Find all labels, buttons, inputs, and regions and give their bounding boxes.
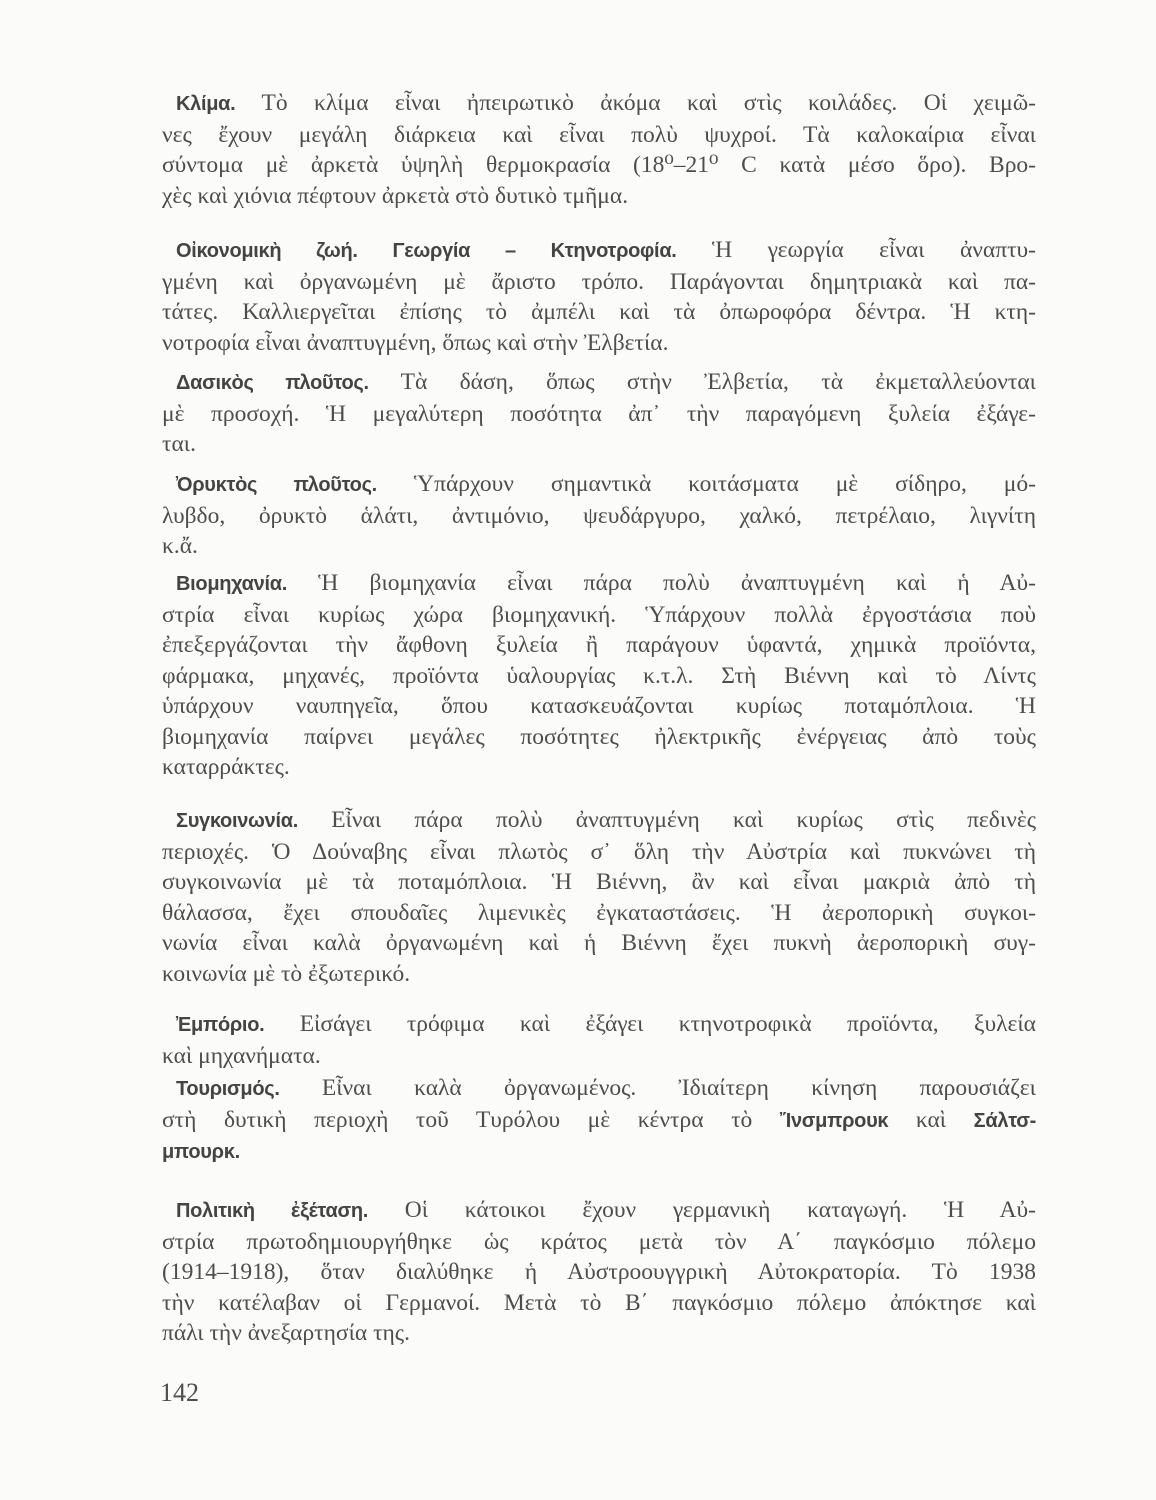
text-line	[162, 661, 1036, 692]
text-line	[162, 1073, 1036, 1105]
paragraph	[162, 1009, 1036, 1071]
line-text: Εἰσάγει τρόφιμα καὶ ἐξάγει κτηνοτροφικὰ προϊόντα, ξυλεία	[264, 1011, 1036, 1037]
text-line	[162, 691, 1036, 722]
text-line	[162, 429, 1036, 460]
line-text: Ὑπάρχουν σημαντικὰ κοιτάσματα μὲ σίδηρο, μό-	[376, 471, 1036, 497]
text-line	[162, 501, 1036, 532]
text-line	[162, 722, 1036, 753]
text-line	[162, 1041, 1036, 1072]
line-text: Τὸ κλίμα εἶναι ἠπειρωτικὸ ἀκόμα καὶ στὶς κοιλάδες. Οἱ χειμῶ-	[235, 90, 1036, 116]
text-line	[162, 1257, 1036, 1288]
text-line	[162, 235, 1036, 267]
text-line	[162, 531, 1036, 562]
line-text: λυβδο, ὀρυκτὸ ἁλάτι, ἀντιμόνιο, ψευδάργυρο, χαλκό, πετρέλαιο, λιγνίτη	[162, 502, 1036, 529]
section-heading: Συγκοινωνία.	[176, 810, 298, 832]
text-line	[162, 181, 1036, 212]
section-heading: Δασικὸς πλοῦτος.	[176, 372, 369, 394]
text-line	[162, 88, 1036, 120]
text-line	[162, 898, 1036, 929]
page-number: 142	[160, 1378, 199, 1407]
line-text: νοτροφία εἶναι ἀναπτυγμένη, ὅπως καὶ στὴν Ἐλβετία.	[162, 329, 669, 356]
line-text: μὲ προσοχή. Ἡ μεγαλύτερη ποσότητα ἀπ᾽ τὴν παραγόμενη ξυλεία ἐξάγε-	[162, 400, 1036, 427]
paragraph	[162, 235, 1036, 358]
section-heading: Ἐμπόριο.	[176, 1014, 265, 1036]
line-text: στρία εἶναι κυρίως χώρα βιομηχανική. Ὑπάρχουν πολλὰ ἐργοστάσια ποὺ	[162, 601, 1036, 628]
section-heading: Ὀρυκτὸς πλοῦτος.	[176, 474, 377, 496]
text-line	[162, 867, 1036, 898]
line-text: κ.ἄ.	[162, 533, 198, 559]
text-line	[162, 267, 1036, 298]
line-text: χὲς καὶ χιόνια πέφτουν ἀρκετὰ στὸ δυτικὸ τμῆμα.	[162, 182, 629, 209]
line-text: τάτες. Καλλιεργεῖται ἐπίσης τὸ ἀμπέλι καὶ τὰ ὀπωροφόρα δέντρα. Ἡ κτη-	[162, 299, 1036, 325]
line-text: ται.	[162, 431, 196, 457]
bold-place-name: Ἴνσμπρουκ	[779, 1109, 889, 1132]
section-heading: Τουρισμός.	[176, 1078, 280, 1100]
section-heading: Βιομηχανία.	[176, 573, 287, 595]
text-line	[162, 297, 1036, 328]
text-line	[162, 928, 1036, 959]
paragraph	[162, 88, 1036, 211]
line-text: Οἱ κάτοικοι ἔχουν γερμανικὴ καταγωγή. Ἡ Αὐ-	[368, 1197, 1036, 1223]
text-line	[162, 752, 1036, 783]
line-text: Εἶναι πάρα πολὺ ἀναπτυγμένη καὶ κυρίως στὶς πεδινὲς	[297, 807, 1036, 833]
text-line	[162, 568, 1036, 600]
text-line	[162, 1136, 1036, 1168]
line-text: πάλι τὴν ἀνεξαρτησία της.	[162, 1320, 410, 1346]
paragraph	[162, 1073, 1036, 1168]
text-line	[162, 1009, 1036, 1041]
section-heading: Πολιτικὴ ἐξέταση.	[176, 1200, 369, 1222]
line-text: (1914–1918), ὅταν διαλύθηκε ἡ Αὐστροουγγρικὴ Αὐτοκρατορία. Τὸ 1938	[162, 1259, 1036, 1285]
line-text: τὴν κατέλαβαν οἱ Γερμανοί. Μετὰ τὸ Β΄ παγκόσμιο πόλεμο ἀπόκτησε καὶ	[162, 1289, 1036, 1316]
bold-place-name: Σάλτσ-	[973, 1109, 1037, 1132]
line-text: ὑπάρχουν ναυπηγεῖα, ὅπου κατασκευάζονται κυρίως ποταμόπλοια. Ἡ	[162, 693, 1036, 719]
text-line	[162, 837, 1036, 868]
line-text: συγκοινωνία μὲ τὰ ποταμόπλοια. Ἡ Βιέννη, ἂν καὶ εἶναι μακριὰ ἀπὸ τὴ	[162, 869, 1036, 895]
line-text: καὶ μηχανήματα.	[162, 1042, 321, 1069]
bold-place-name: μπουρκ.	[162, 1141, 240, 1163]
line-text: νωνία εἶναι καλὰ ὀργανωμένη καὶ ἡ Βιέννη ἔχει πυκνὴ ἀεροπορικὴ συγ-	[162, 930, 1036, 956]
text-line	[162, 399, 1036, 430]
paragraph	[162, 367, 1036, 460]
line-text	[162, 1138, 240, 1164]
line-text: καταρράκτες.	[162, 754, 290, 780]
line-text: κοινωνία μὲ τὸ ἐξωτερικό.	[162, 960, 411, 987]
line-text: Ἡ βιομηχανία εἶναι πάρα πολὺ ἀναπτυγμένη καὶ ἡ Αὐ-	[287, 570, 1036, 596]
line-text: στὴ δυτικὴ περιοχὴ τοῦ Τυρόλου μὲ κέντρα τὸ Ἴνσμπρουκ καὶ Σάλτσ-	[162, 1106, 1037, 1133]
line-text: στρία πρωτοδημιουργήθηκε ὡς κράτος μετὰ τὸν Α΄ παγκόσμιο πόλεμο	[162, 1228, 1036, 1255]
text-line	[162, 600, 1036, 631]
text-line	[162, 1227, 1036, 1258]
line-text: Τὰ δάση, ὅπως στὴν Ἐλβετία, τὰ ἐκμεταλλεύονται	[368, 369, 1036, 395]
text-line	[162, 1288, 1036, 1319]
line-text: σύντομα μὲ ἀρκετὰ ὑψηλὴ θερμοκρασία (18⁰–21⁰ C κατὰ μέσο ὅρο). Βρο-	[162, 152, 1036, 178]
text-line	[162, 1105, 1036, 1137]
paragraph	[162, 469, 1036, 562]
text-line	[162, 328, 1036, 359]
line-text: θάλασσα, ἔχει σπουδαῖες λιμενικὲς ἐγκαταστάσεις. Ἡ ἀεροπορικὴ συγκοι-	[162, 899, 1036, 926]
line-text: νες ἔχουν μεγάλη διάρκεια καὶ εἶναι πολὺ ψυχροί. Τὰ καλοκαίρια εἶναι	[162, 121, 1036, 148]
text-line	[162, 630, 1036, 661]
section-heading: Κλίμα.	[176, 93, 236, 115]
text-line	[162, 120, 1036, 151]
line-text: φάρμακα, μηχανές, προϊόντα ὑαλουργίας κ.τ.λ. Στὴ Βιέννη καὶ τὸ Λίντς	[162, 662, 1036, 689]
text-line	[162, 959, 1036, 990]
line-text: Ἡ γεωργία εἶναι ἀναπτυ-	[676, 237, 1036, 263]
line-text: γμένη καὶ ὀργανωμένη μὲ ἄριστο τρόπο. Παράγονται δημητριακὰ καὶ πα-	[162, 268, 1036, 295]
text-line	[162, 150, 1036, 181]
section-heading: Οἰκονομικὴ ζωή. Γεωργία – Κτηνοτροφία.	[176, 240, 677, 262]
paragraph	[162, 805, 1036, 989]
paragraph	[162, 568, 1036, 783]
text-line	[162, 1195, 1036, 1227]
text-line	[162, 367, 1036, 399]
text-line	[162, 805, 1036, 837]
line-text: βιομηχανία παίρνει μεγάλες ποσότητες ἠλεκτρικῆς ἐνέργειας ἀπὸ τοὺς	[162, 723, 1036, 750]
line-text: περιοχές. Ὁ Δούναβης εἶναι πλωτὸς σ᾽ ὅλη τὴν Αὐστρία καὶ πυκνώνει τὴ	[162, 838, 1036, 865]
text-line	[162, 1318, 1036, 1349]
line-text: ἐπεξεργάζονται τὴν ἄφθονη ξυλεία ἢ παράγουν ὑφαντά, χημικὰ προϊόντα,	[162, 632, 1036, 658]
line-text: Εἶναι καλὰ ὀργανωμένος. Ἰδιαίτερη κίνηση παρουσιάζει	[279, 1075, 1036, 1101]
paragraph	[162, 1195, 1036, 1349]
text-line	[162, 469, 1036, 501]
